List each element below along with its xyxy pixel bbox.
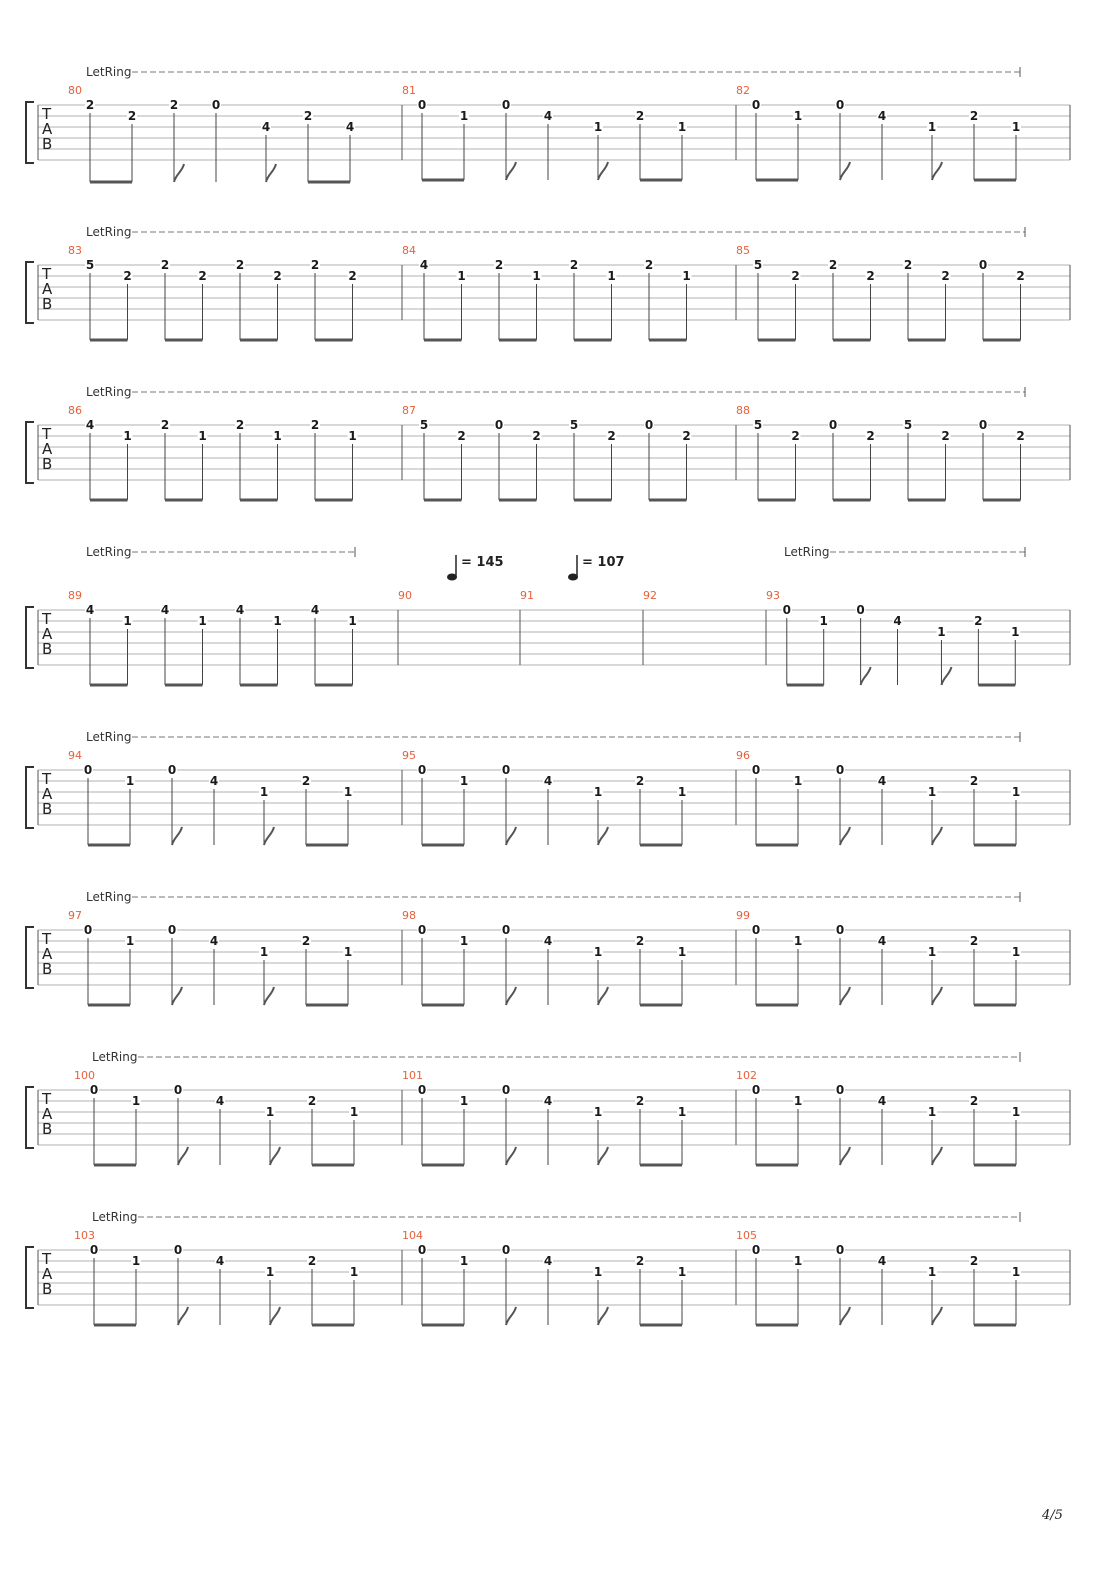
measure-number: 91	[520, 589, 534, 602]
let-ring-label: LetRing	[86, 730, 132, 744]
fret-number: 1	[1011, 1265, 1021, 1279]
fret-number: 4	[543, 934, 553, 948]
fret-number: 4	[543, 1254, 553, 1268]
measure-number: 102	[736, 1069, 757, 1082]
fret-number: 2	[644, 258, 654, 272]
fret-number: 0	[173, 1083, 183, 1097]
fret-number: 0	[89, 1083, 99, 1097]
measure-number: 92	[643, 589, 657, 602]
fret-number: 0	[211, 98, 221, 112]
measure-number: 82	[736, 84, 750, 97]
measure-number: 93	[766, 589, 780, 602]
measure-number: 85	[736, 244, 750, 257]
fret-number: 2	[1016, 429, 1025, 443]
fret-number: 2	[828, 258, 838, 272]
note-flag	[270, 1307, 280, 1325]
fret-number: 0	[501, 923, 511, 937]
fret-number: 2	[198, 269, 207, 283]
fret-number: 1	[793, 774, 803, 788]
fret-number: 1	[937, 625, 946, 639]
note-flag	[172, 987, 182, 1005]
fret-number: 0	[417, 763, 427, 777]
fret-number: 2	[235, 258, 245, 272]
fret-number: 0	[978, 258, 988, 272]
note-flag	[264, 987, 274, 1005]
system-bracket	[26, 927, 34, 988]
fret-number: 0	[83, 923, 93, 937]
fret-number: 1	[593, 120, 603, 134]
tab-letter: B	[42, 640, 53, 658]
fret-number: 2	[791, 269, 800, 283]
fret-number: 1	[677, 945, 687, 959]
fret-number: 0	[501, 763, 511, 777]
fret-number: 4	[209, 774, 219, 788]
measure-number: 90	[398, 589, 412, 602]
fret-number: 5	[903, 418, 913, 432]
fret-number: 2	[301, 934, 311, 948]
note-flag	[598, 162, 608, 180]
fret-number: 5	[753, 258, 763, 272]
fret-number: 2	[903, 258, 913, 272]
fret-number: 2	[941, 269, 950, 283]
fret-number: 2	[941, 429, 950, 443]
let-ring-label: LetRing	[92, 1050, 138, 1064]
fret-number: 2	[635, 774, 645, 788]
fret-number: 1	[198, 429, 207, 443]
fret-number: 2	[569, 258, 579, 272]
note-flag	[932, 987, 942, 1005]
fret-number: 2	[635, 109, 645, 123]
measure-number: 103	[74, 1229, 95, 1242]
fret-number: 1	[459, 1254, 469, 1268]
fret-number: 0	[501, 1243, 511, 1257]
fret-number: 1	[1011, 1105, 1021, 1119]
fret-number: 2	[969, 1254, 979, 1268]
fret-number: 0	[751, 1083, 761, 1097]
note-flag	[506, 827, 516, 845]
note-flag	[932, 162, 942, 180]
fret-number: 1	[1011, 945, 1021, 959]
fret-number: 4	[893, 614, 902, 628]
fret-number: 4	[160, 603, 170, 617]
fret-number: 1	[1011, 120, 1021, 134]
fret-number: 2	[303, 109, 313, 123]
let-ring-label: LetRing	[86, 65, 132, 79]
fret-number: 2	[310, 418, 320, 432]
fret-number: 4	[419, 258, 429, 272]
fret-number: 5	[569, 418, 579, 432]
fret-number: 2	[607, 429, 616, 443]
note-flag	[178, 1307, 188, 1325]
fret-number: 1	[343, 945, 353, 959]
note-flag	[598, 827, 608, 845]
fret-number: 2	[532, 429, 541, 443]
note-flag	[840, 987, 850, 1005]
fret-number: 1	[123, 429, 132, 443]
measure-number: 81	[402, 84, 416, 97]
system-bracket	[26, 102, 34, 163]
fret-number: 2	[969, 774, 979, 788]
fret-number: 2	[1016, 269, 1025, 283]
fret-number: 2	[969, 1094, 979, 1108]
note-flag	[598, 987, 608, 1005]
fret-number: 1	[593, 1265, 603, 1279]
note-flag	[932, 1307, 942, 1325]
measure-number: 104	[402, 1229, 423, 1242]
let-ring-label: LetRing	[86, 225, 132, 239]
fret-number: 4	[877, 109, 887, 123]
fret-number: 0	[501, 98, 511, 112]
tab-letter: B	[42, 800, 53, 818]
fret-number: 4	[85, 418, 95, 432]
fret-number: 0	[417, 1083, 427, 1097]
tab-letter: A	[42, 945, 53, 963]
fret-number: 1	[459, 109, 469, 123]
measure-number: 94	[68, 749, 82, 762]
note-flag	[266, 164, 276, 182]
tab-letter: T	[42, 610, 52, 628]
fret-number: 0	[835, 1243, 845, 1257]
fret-number: 1	[198, 614, 207, 628]
fret-number: 1	[677, 1265, 687, 1279]
tab-letter: A	[42, 1265, 53, 1283]
fret-number: 4	[85, 603, 95, 617]
measure-number: 98	[402, 909, 416, 922]
tab-letter: B	[42, 1280, 53, 1298]
fret-number: 0	[417, 923, 427, 937]
tab-letter: T	[42, 1090, 52, 1108]
tab-letter: T	[42, 105, 52, 123]
fret-number: 1	[265, 1105, 275, 1119]
tab-letter: A	[42, 785, 53, 803]
note-flag	[932, 827, 942, 845]
fret-number: 1	[125, 774, 135, 788]
system-bracket	[26, 767, 34, 828]
fret-number: 1	[125, 934, 135, 948]
fret-number: 1	[607, 269, 616, 283]
fret-number: 1	[343, 785, 353, 799]
measure-number: 96	[736, 749, 750, 762]
system-bracket	[26, 422, 34, 483]
let-ring-label: LetRing	[92, 1210, 138, 1224]
fret-number: 0	[417, 1243, 427, 1257]
fret-number: 1	[593, 785, 603, 799]
measure-number: 100	[74, 1069, 95, 1082]
note-flag	[840, 1147, 850, 1165]
tab-letter: B	[42, 1120, 53, 1138]
fret-number: 1	[927, 945, 937, 959]
note-flag	[506, 987, 516, 1005]
measure-number: 89	[68, 589, 82, 602]
fret-number: 1	[819, 614, 828, 628]
fret-number: 1	[927, 1265, 937, 1279]
fret-number: 4	[261, 120, 271, 134]
fret-number: 5	[419, 418, 429, 432]
fret-number: 1	[793, 109, 803, 123]
note-flag	[506, 162, 516, 180]
fret-number: 4	[877, 774, 887, 788]
fret-number: 2	[85, 98, 95, 112]
fret-number: 0	[173, 1243, 183, 1257]
fret-number: 1	[459, 774, 469, 788]
fret-number: 2	[866, 429, 875, 443]
fret-number: 2	[457, 429, 466, 443]
measure-number: 95	[402, 749, 416, 762]
fret-number: 1	[793, 1254, 803, 1268]
fret-number: 2	[635, 1254, 645, 1268]
system-bracket	[26, 1247, 34, 1308]
fret-number: 2	[969, 109, 979, 123]
measure-number: 88	[736, 404, 750, 417]
measure-number: 105	[736, 1229, 757, 1242]
fret-number: 1	[793, 934, 803, 948]
fret-number: 1	[677, 785, 687, 799]
fret-number: 1	[273, 614, 282, 628]
fret-number: 0	[644, 418, 654, 432]
measure-number: 87	[402, 404, 416, 417]
tempo-mark: = 145	[461, 555, 504, 570]
fret-number: 4	[215, 1094, 225, 1108]
system-bracket	[26, 1087, 34, 1148]
fret-number: 1	[259, 785, 269, 799]
note-flag	[598, 1147, 608, 1165]
fret-number: 1	[131, 1254, 141, 1268]
note-flag	[178, 1147, 188, 1165]
fret-number: 0	[417, 98, 427, 112]
tab-letter: A	[42, 440, 53, 458]
page-number: 4/5	[1042, 1508, 1063, 1523]
fret-number: 1	[593, 945, 603, 959]
fret-number: 2	[307, 1094, 317, 1108]
fret-number: 2	[235, 418, 245, 432]
note-flag	[174, 164, 184, 182]
fret-number: 2	[635, 934, 645, 948]
system-bracket	[26, 262, 34, 323]
fret-number: 0	[835, 763, 845, 777]
fret-number: 0	[83, 763, 93, 777]
fret-number: 2	[301, 774, 311, 788]
fret-number: 0	[501, 1083, 511, 1097]
note-flag	[840, 1307, 850, 1325]
fret-number: 0	[751, 923, 761, 937]
tab-letter: T	[42, 930, 52, 948]
fret-number: 2	[974, 614, 983, 628]
fret-number: 0	[494, 418, 504, 432]
fret-number: 1	[349, 1105, 359, 1119]
tab-letter: T	[42, 1250, 52, 1268]
fret-number: 1	[131, 1094, 141, 1108]
fret-number: 2	[127, 109, 137, 123]
fret-number: 0	[835, 923, 845, 937]
fret-number: 2	[169, 98, 179, 112]
fret-number: 0	[751, 763, 761, 777]
fret-number: 0	[835, 1083, 845, 1097]
fret-number: 2	[160, 418, 170, 432]
tab-letter: B	[42, 295, 53, 313]
tab-letter: A	[42, 625, 53, 643]
tab-letter: B	[42, 455, 53, 473]
fret-number: 1	[677, 120, 687, 134]
tab-letter: A	[42, 120, 53, 138]
fret-number: 0	[978, 418, 988, 432]
fret-number: 2	[494, 258, 504, 272]
fret-number: 1	[459, 934, 469, 948]
fret-number: 2	[310, 258, 320, 272]
tab-letter: T	[42, 425, 52, 443]
fret-number: 5	[85, 258, 95, 272]
note-flag	[264, 827, 274, 845]
measure-number: 86	[68, 404, 82, 417]
note-flag	[840, 162, 850, 180]
tab-letter: T	[42, 770, 52, 788]
fret-number: 4	[345, 120, 355, 134]
fret-number: 1	[927, 785, 937, 799]
fret-number: 4	[543, 1094, 553, 1108]
fret-number: 1	[682, 269, 691, 283]
measure-number: 83	[68, 244, 82, 257]
fret-number: 1	[259, 945, 269, 959]
fret-number: 4	[310, 603, 320, 617]
tempo-mark: = 107	[582, 555, 625, 570]
fret-number: 1	[459, 1094, 469, 1108]
fret-number: 0	[751, 98, 761, 112]
fret-number: 1	[793, 1094, 803, 1108]
note-flag	[506, 1307, 516, 1325]
fret-number: 2	[160, 258, 170, 272]
fret-number: 1	[123, 614, 132, 628]
tab-letter: A	[42, 1105, 53, 1123]
fret-number: 1	[348, 614, 357, 628]
fret-number: 0	[751, 1243, 761, 1257]
tab-letter: B	[42, 960, 53, 978]
fret-number: 0	[835, 98, 845, 112]
fret-number: 0	[167, 763, 177, 777]
fret-number: 1	[593, 1105, 603, 1119]
note-flag	[861, 667, 871, 685]
fret-number: 1	[927, 120, 937, 134]
fret-number: 1	[273, 429, 282, 443]
fret-number: 1	[348, 429, 357, 443]
measure-number: 101	[402, 1069, 423, 1082]
fret-number: 2	[635, 1094, 645, 1108]
fret-number: 2	[682, 429, 691, 443]
fret-number: 4	[877, 1254, 887, 1268]
fret-number: 0	[856, 603, 865, 617]
fret-number: 4	[543, 109, 553, 123]
fret-number: 2	[348, 269, 357, 283]
tab-letter: T	[42, 265, 52, 283]
measure-number: 80	[68, 84, 82, 97]
fret-number: 2	[866, 269, 875, 283]
fret-number: 0	[167, 923, 177, 937]
fret-number: 1	[677, 1105, 687, 1119]
fret-number: 4	[543, 774, 553, 788]
fret-number: 0	[89, 1243, 99, 1257]
fret-number: 1	[927, 1105, 937, 1119]
fret-number: 1	[349, 1265, 359, 1279]
measure-number: 97	[68, 909, 82, 922]
let-ring-label: LetRing	[784, 545, 830, 559]
note-flag	[270, 1147, 280, 1165]
fret-number: 4	[215, 1254, 225, 1268]
note-flag	[506, 1147, 516, 1165]
note-flag	[172, 827, 182, 845]
fret-number: 2	[969, 934, 979, 948]
fret-number: 4	[877, 934, 887, 948]
fret-number: 1	[265, 1265, 275, 1279]
fret-number: 5	[753, 418, 763, 432]
fret-number: 1	[1011, 785, 1021, 799]
fret-number: 2	[791, 429, 800, 443]
fret-number: 4	[209, 934, 219, 948]
note-flag	[941, 667, 951, 685]
measure-number: 99	[736, 909, 750, 922]
fret-number: 0	[828, 418, 838, 432]
fret-number: 2	[307, 1254, 317, 1268]
note-flag	[932, 1147, 942, 1165]
system-bracket	[26, 607, 34, 668]
fret-number: 2	[273, 269, 282, 283]
tab-letter: B	[42, 135, 53, 153]
note-flag	[840, 827, 850, 845]
fret-number: 4	[877, 1094, 887, 1108]
let-ring-label: LetRing	[86, 545, 132, 559]
fret-number: 1	[457, 269, 466, 283]
fret-number: 1	[532, 269, 541, 283]
let-ring-label: LetRing	[86, 385, 132, 399]
fret-number: 1	[1011, 625, 1020, 639]
note-flag	[598, 1307, 608, 1325]
fret-number: 2	[123, 269, 132, 283]
let-ring-label: LetRing	[86, 890, 132, 904]
tab-letter: A	[42, 280, 53, 298]
fret-number: 0	[782, 603, 791, 617]
fret-number: 4	[235, 603, 245, 617]
measure-number: 84	[402, 244, 416, 257]
